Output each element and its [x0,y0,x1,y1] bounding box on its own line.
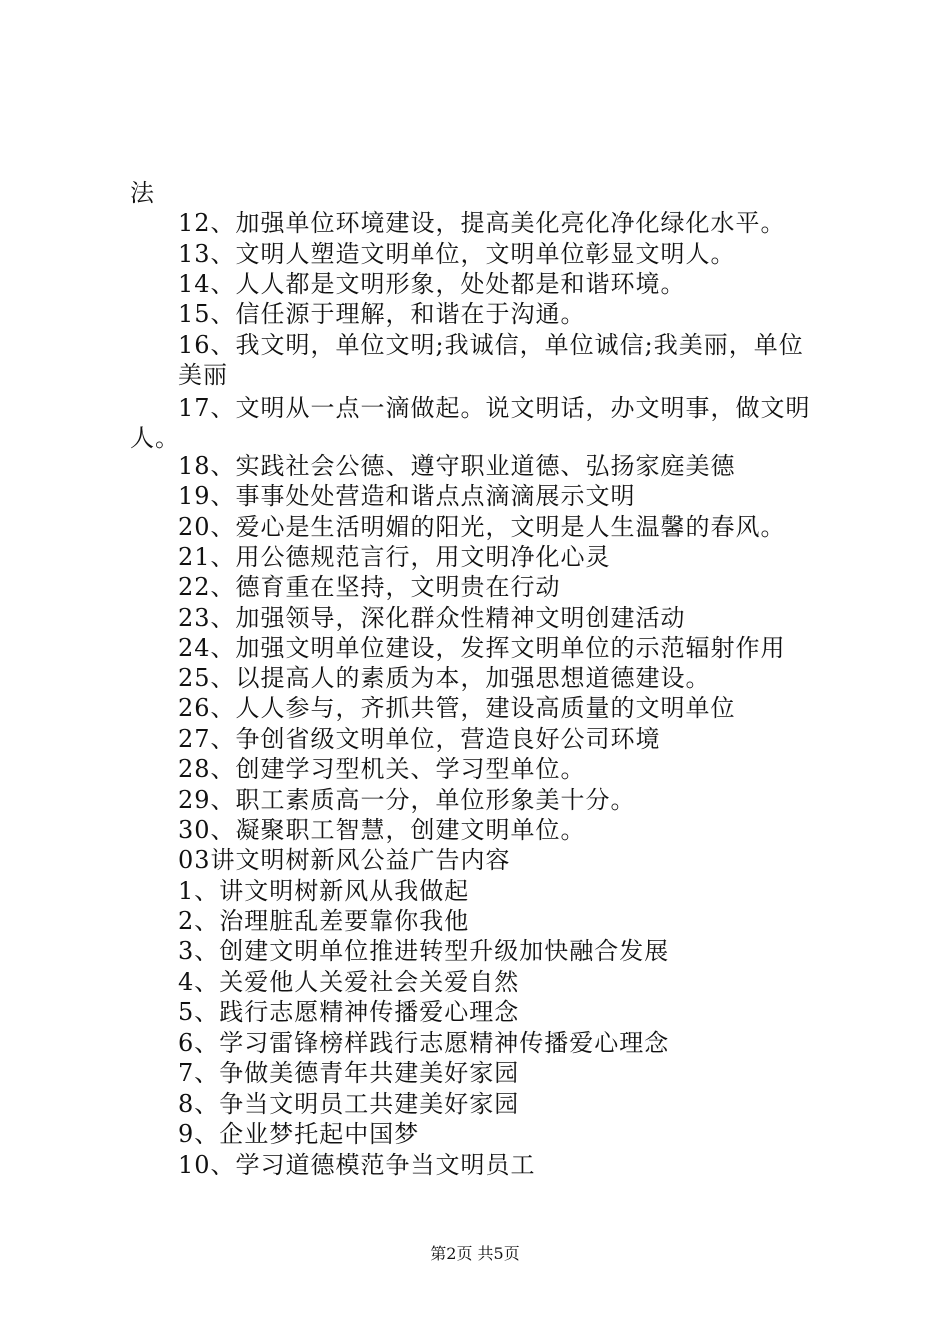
text-line: 13、文明人塑造文明单位，文明单位彰显文明人。 [178,240,736,268]
text-line: 9、企业梦托起中国梦 [178,1120,420,1148]
text-line: 法 [130,179,155,207]
text-line: 12、加强单位环境建设，提高美化亮化净化绿化水平。 [178,209,786,237]
text-line: 3、创建文明单位推进转型升级加快融合发展 [178,937,670,965]
text-line: 17、文明从一点一滴做起。说文明话，办文明事，做文明 [178,394,811,422]
text-line: 15、信任源于理解，和谐在于沟通。 [178,300,586,328]
text-line: 22、德育重在坚持，文明贵在行动 [178,573,561,601]
text-line: 21、用公德规范言行，用文明净化心灵 [178,543,611,571]
text-line: 27、争创省级文明单位，营造良好公司环境 [178,725,661,753]
text-line: 人。 [130,424,180,452]
text-line: 16、我文明，单位文明;我诚信，单位诚信;我美丽，单位 [178,331,804,359]
text-line: 7、争做美德青年共建美好家园 [178,1059,520,1087]
text-line: 30、凝聚职工智慧，创建文明单位。 [178,816,586,844]
text-line: 18、实践社会公德、遵守职业道德、弘扬家庭美德 [178,452,736,480]
text-line: 10、学习道德模范争当文明员工 [178,1151,536,1179]
text-line: 4、关爱他人关爱社会关爱自然 [178,968,520,996]
text-line: 29、职工素质高一分，单位形象美十分。 [178,786,636,814]
text-line: 6、学习雷锋榜样践行志愿精神传播爱心理念 [178,1029,670,1057]
text-line: 20、爱心是生活明媚的阳光，文明是人生温馨的春风。 [178,513,786,541]
text-line: 5、践行志愿精神传播爱心理念 [178,998,520,1026]
section-heading: 03讲文明树新风公益广告内容 [178,846,511,874]
text-line: 8、争当文明员工共建美好家园 [178,1090,520,1118]
text-line: 28、创建学习型机关、学习型单位。 [178,755,586,783]
text-line: 24、加强文明单位建设，发挥文明单位的示范辐射作用 [178,634,786,662]
text-line: 19、事事处处营造和谐点点滴滴展示文明 [178,482,636,510]
text-line: 26、人人参与，齐抓共管，建设高质量的文明单位 [178,694,736,722]
text-line: 美丽 [178,361,228,389]
text-line: 23、加强领导，深化群众性精神文明创建活动 [178,604,686,632]
page-footer: 第2页 共5页 [430,1244,520,1263]
text-line: 25、以提高人的素质为本，加强思想道德建设。 [178,664,711,692]
text-line: 1、讲文明树新风从我做起 [178,877,470,905]
text-line: 14、人人都是文明形象，处处都是和谐环境。 [178,270,686,298]
text-line: 2、治理脏乱差要靠你我他 [178,907,470,935]
